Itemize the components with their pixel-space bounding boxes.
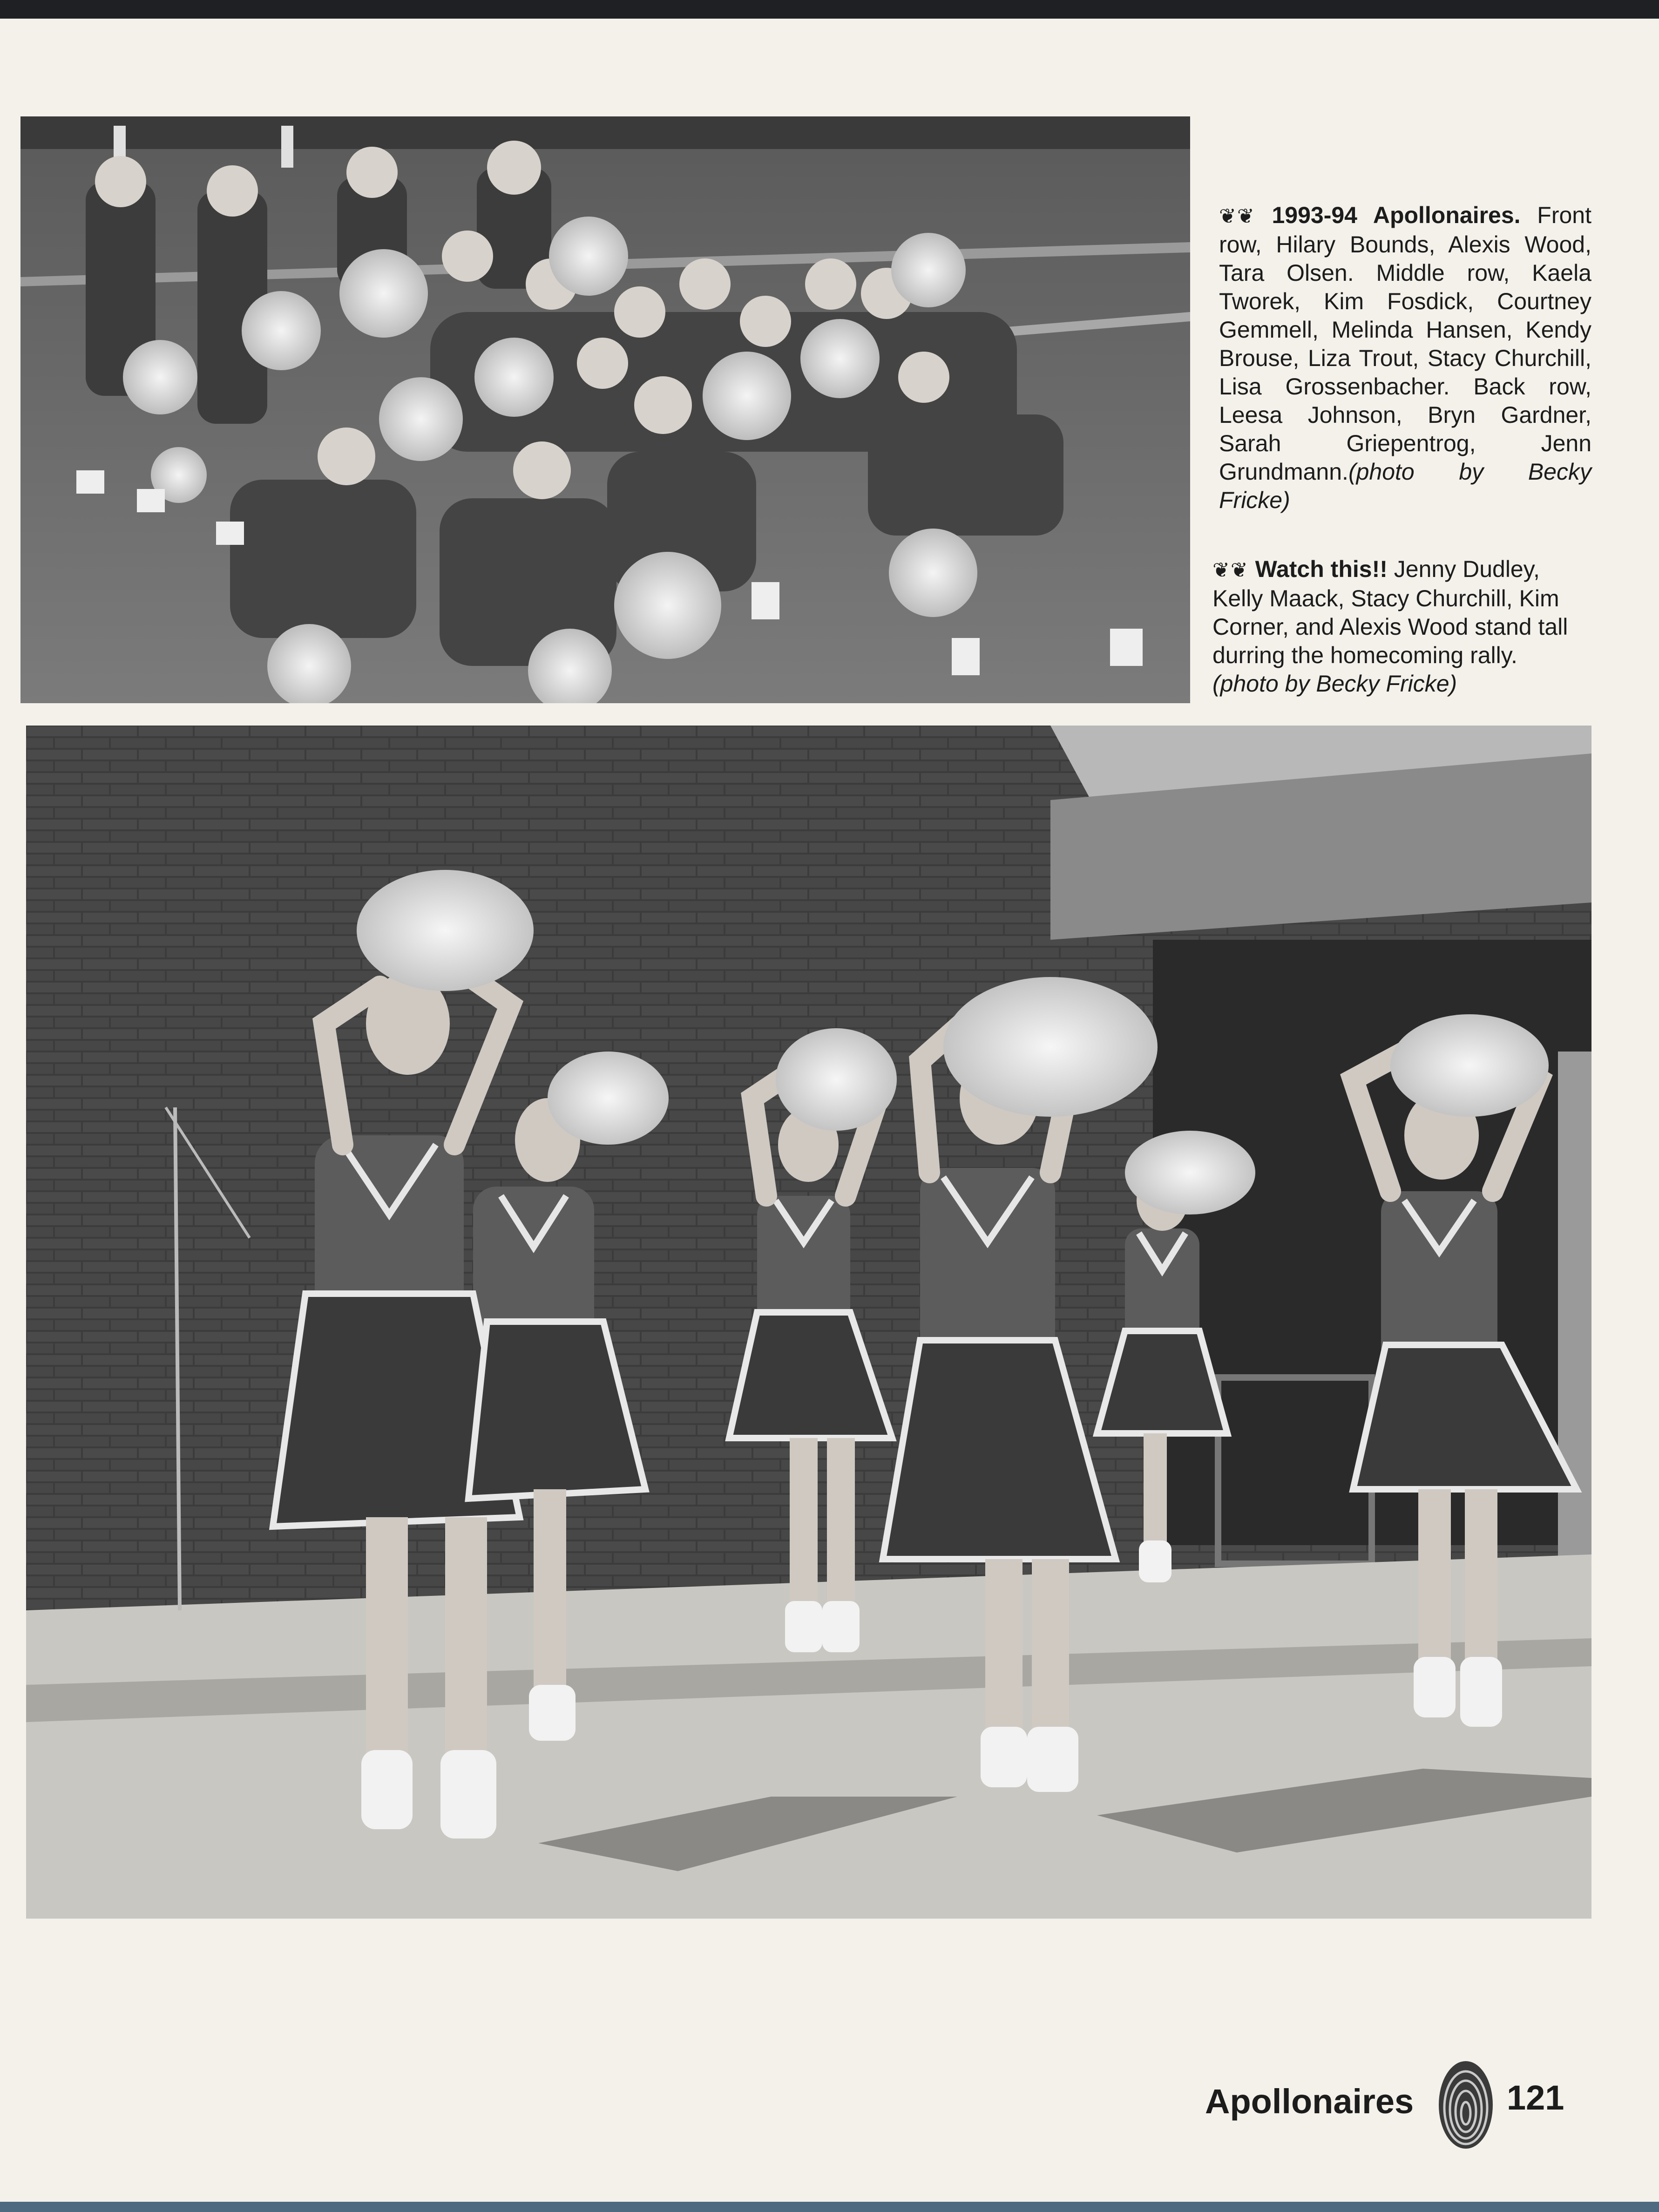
team-photo-caption — [1219, 201, 1591, 515]
team-photo — [20, 116, 1190, 703]
photo-credit: (photo by Becky Fricke) — [1212, 671, 1457, 697]
page-number: 121 — [1507, 2078, 1564, 2117]
rally-photo — [26, 726, 1591, 1919]
caption-heading: Watch this!! — [1255, 556, 1388, 582]
scan-top-edge — [0, 0, 1659, 19]
section-title: Apollonaires — [1205, 2082, 1414, 2121]
caption-body: Front row, Hilary Bounds, Alexis Wood, Tara Olsen. Middle row, Kaela Tworek, Kim Fosdick, Courtney Gemmell, Melinda Hansen, Kendy Brouse, Liza Trout, Stacy Churchill, Lisa Grossenbacher. Back row, Leesa Johnson, Bryn Gardner, Sarah Griepentrog, Jenn Grundmann. — [1219, 202, 1591, 485]
ornament-icon: ❦❦ — [1212, 559, 1249, 582]
caption-heading: 1993-94 Apollonaires. — [1272, 202, 1521, 228]
fingerprint-icon — [1437, 2059, 1495, 2151]
ornament-icon: ❦❦ — [1219, 205, 1255, 228]
photo-credit: (photo by Becky Fricke) — [1219, 459, 1591, 513]
rally-photo-caption — [1212, 555, 1580, 698]
scan-bottom-edge — [0, 2202, 1659, 2212]
caption-body: Jenny Dudley, Kelly Maack, Stacy Churchill, Kim Corner, and Alexis Wood stand tall durring the homecoming rally. — [1212, 556, 1568, 668]
